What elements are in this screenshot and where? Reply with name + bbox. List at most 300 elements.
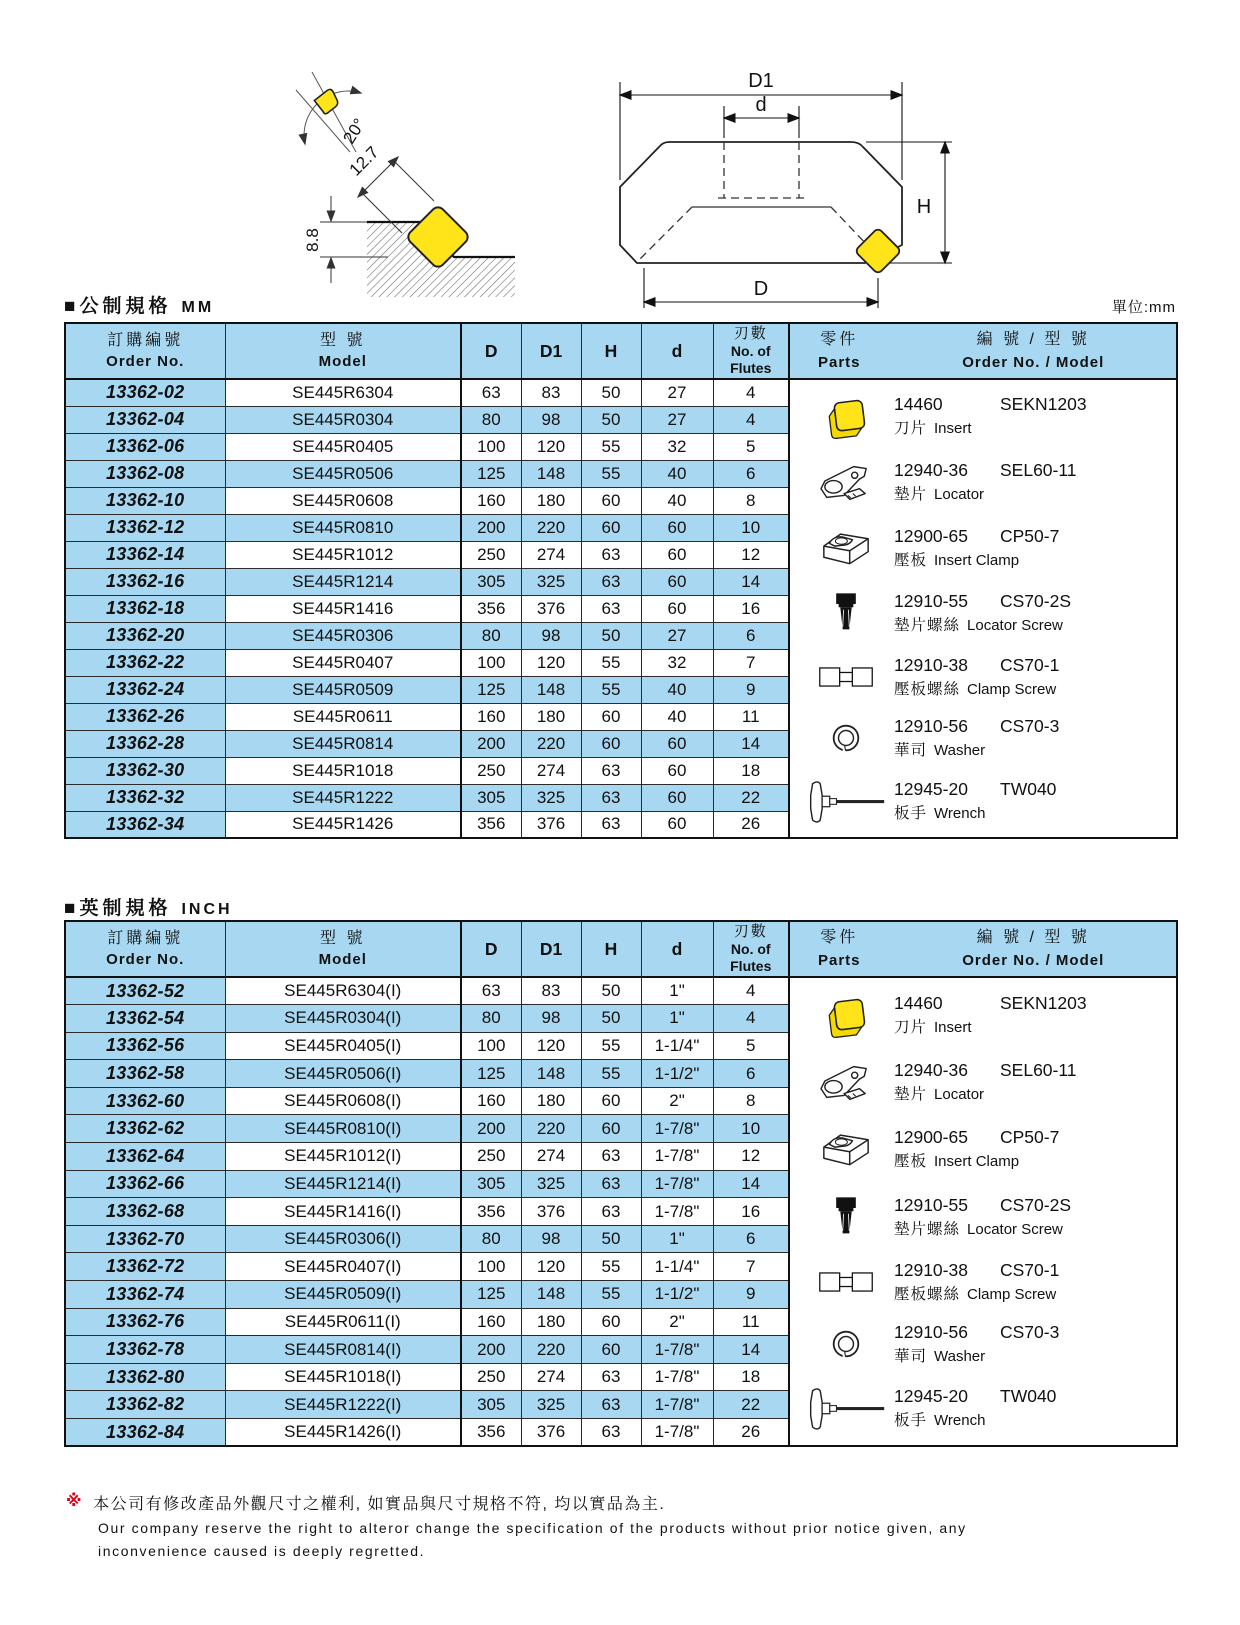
height-label: H (916, 196, 932, 218)
bore-cell: 1-1/2" (641, 1060, 713, 1088)
flutes-cell: 10 (713, 514, 789, 541)
part-name-zh: 板手 (894, 804, 928, 822)
locator-screw-icon (798, 1192, 894, 1242)
part-item (798, 457, 1172, 507)
flutes-cell: 4 (713, 1005, 789, 1033)
part-model: SEKN1203 (1000, 993, 1087, 1014)
d-cell: 80 (461, 406, 521, 433)
bore-cell: 1" (641, 1005, 713, 1033)
order-no-cell: 13362-10 (65, 487, 225, 514)
part-model: SEL60-11 (1000, 460, 1077, 481)
insert-icon (798, 991, 894, 1039)
part-order-no: 12945-20 (894, 1386, 968, 1407)
d1-cell: 325 (521, 1391, 581, 1419)
bore-cell: 27 (641, 622, 713, 649)
footer-note (66, 1491, 1196, 1560)
bore-header: d (641, 323, 713, 379)
d1-cell: 274 (521, 1143, 581, 1171)
flutes-cell: 14 (713, 1170, 789, 1198)
part-name-en: Washer (934, 1347, 986, 1365)
model-cell: SE445R1214 (225, 568, 461, 595)
part-text (894, 1386, 1056, 1430)
bore-cell: 1-7/8" (641, 1336, 713, 1364)
d1-cell: 120 (521, 1253, 581, 1281)
part-text (894, 394, 1087, 438)
part-item (798, 524, 1172, 572)
flutes-cell: 18 (713, 1363, 789, 1391)
model-header: 型 號 Model (225, 323, 461, 379)
d-cell: 160 (461, 703, 521, 730)
bore-cell: 27 (641, 379, 713, 406)
part-order-no: 12900-65 (894, 1127, 968, 1148)
flutes-cell: 26 (713, 1419, 789, 1447)
h-cell: 60 (581, 1087, 641, 1115)
d-cell: 250 (461, 1143, 521, 1171)
d1-cell: 220 (521, 730, 581, 757)
model-cell: SE445R6304 (225, 379, 461, 406)
flutes-cell: 26 (713, 811, 789, 838)
h-cell: 60 (581, 1336, 641, 1364)
part-order-no: 12945-20 (894, 778, 968, 799)
model-cell: SE445R1426 (225, 811, 461, 838)
washer-icon (798, 1323, 894, 1365)
part-name-en: Insert Clamp (934, 551, 1020, 569)
part-text (894, 779, 1056, 823)
h-cell: 60 (581, 1308, 641, 1336)
model-cell: SE445R0810(I) (225, 1115, 461, 1143)
d-header: D (461, 323, 521, 379)
d-cell: 356 (461, 1198, 521, 1226)
flutes-cell: 16 (713, 1198, 789, 1226)
header-row (65, 323, 1177, 379)
h-cell: 55 (581, 676, 641, 703)
bore-cell: 40 (641, 703, 713, 730)
h-cell: 63 (581, 1143, 641, 1171)
d1-cell: 148 (521, 676, 581, 703)
part-item (798, 588, 1172, 638)
order-no-cell: 13362-56 (65, 1032, 225, 1060)
part-model: TW040 (1000, 1386, 1057, 1407)
d-cell: 305 (461, 784, 521, 811)
unit-label: 單位:mm (1111, 299, 1176, 316)
d-cell: 125 (461, 460, 521, 487)
part-model: CS70-1 (1000, 655, 1060, 676)
part-name-zh: 刀片 (894, 420, 928, 438)
flutes-cell: 8 (713, 487, 789, 514)
flutes-cell: 6 (713, 622, 789, 649)
model-cell: SE445R1416 (225, 595, 461, 622)
d1-cell: 274 (521, 757, 581, 784)
flutes-cell: 4 (713, 379, 789, 406)
h-cell: 60 (581, 487, 641, 514)
order-no-cell: 13362-34 (65, 811, 225, 838)
model-cell: SE445R1426(I) (225, 1419, 461, 1447)
d-cell: 250 (461, 1363, 521, 1391)
d1-cell: 98 (521, 406, 581, 433)
order-no-cell: 13362-28 (65, 730, 225, 757)
flutes-cell: 12 (713, 541, 789, 568)
d1-cell: 180 (521, 1308, 581, 1336)
order-no-cell: 13362-30 (65, 757, 225, 784)
bore-cell: 1-7/8" (641, 1391, 713, 1419)
wrench-icon (798, 777, 894, 825)
part-text (894, 655, 1059, 699)
d-cell: 250 (461, 757, 521, 784)
d-header: D (461, 921, 521, 977)
h-cell: 63 (581, 541, 641, 568)
flutes-cell: 18 (713, 757, 789, 784)
h-cell: 55 (581, 1281, 641, 1309)
part-order-no: 12940-36 (894, 460, 968, 481)
part-name-zh: 墊片螺絲 (894, 617, 961, 635)
d-cell: 125 (461, 1281, 521, 1309)
insert-geometry-diagram (258, 52, 588, 312)
model-cell: SE445R0509(I) (225, 1281, 461, 1309)
part-model: CS70-3 (1000, 1321, 1060, 1342)
locator-screw-icon (798, 588, 894, 638)
part-model: CS70-2S (1000, 1194, 1072, 1215)
d-cell: 100 (461, 1253, 521, 1281)
order-no-cell: 13362-68 (65, 1198, 225, 1226)
part-text (894, 716, 1059, 760)
insert-icon (798, 392, 894, 440)
flutes-cell: 9 (713, 1281, 789, 1309)
model-cell: SE445R0611(I) (225, 1308, 461, 1336)
model-cell: SE445R0506 (225, 460, 461, 487)
d1-cell: 325 (521, 1170, 581, 1198)
order-no-cell: 13362-54 (65, 1005, 225, 1033)
part-item (798, 777, 1172, 825)
d1-cell: 83 (521, 379, 581, 406)
d1-cell: 220 (521, 1336, 581, 1364)
part-text (894, 1060, 1077, 1104)
h-cell: 63 (581, 1391, 641, 1419)
part-model: SEKN1203 (1000, 394, 1087, 415)
part-name-en: Wrench (934, 804, 986, 822)
bore-cell: 1-1/4" (641, 1253, 713, 1281)
d-cell: 356 (461, 595, 521, 622)
order-no-cell: 13362-22 (65, 649, 225, 676)
model-cell: SE445R0405(I) (225, 1032, 461, 1060)
flutes-cell: 4 (713, 406, 789, 433)
part-item (798, 1384, 1172, 1432)
d-cell: 80 (461, 622, 521, 649)
bore-cell: 60 (641, 757, 713, 784)
model-cell: SE445R0306(I) (225, 1225, 461, 1253)
bore-cell: 40 (641, 676, 713, 703)
table-row (65, 379, 1177, 406)
order-no-header: 訂購編號 Order No. (65, 921, 225, 977)
part-name-en: Insert (934, 420, 972, 438)
part-name-zh: 壓板螺絲 (894, 1285, 961, 1303)
d-cell: 160 (461, 1308, 521, 1336)
table-row (65, 977, 1177, 1005)
bore-cell: 1-1/4" (641, 1032, 713, 1060)
flutes-cell: 14 (713, 568, 789, 595)
h-cell: 50 (581, 406, 641, 433)
part-item (798, 1192, 1172, 1242)
model-cell: SE445R1018(I) (225, 1363, 461, 1391)
order-no-cell: 13362-32 (65, 784, 225, 811)
part-name-en: Clamp Screw (967, 1285, 1057, 1303)
d-cell: 100 (461, 433, 521, 460)
bore-cell: 60 (641, 811, 713, 838)
model-cell: SE445R0814(I) (225, 1336, 461, 1364)
order-no-header: 訂購編號 Order No. (65, 323, 225, 379)
order-no-cell: 13362-20 (65, 622, 225, 649)
order-no-cell: 13362-76 (65, 1308, 225, 1336)
order-no-cell: 13362-70 (65, 1225, 225, 1253)
d-cell: 80 (461, 1225, 521, 1253)
part-model: TW040 (1000, 778, 1057, 799)
part-name-zh: 板手 (894, 1412, 928, 1430)
model-cell: SE445R0810 (225, 514, 461, 541)
d1-cell: 274 (521, 1363, 581, 1391)
h-cell: 63 (581, 784, 641, 811)
model-cell: SE445R0407 (225, 649, 461, 676)
part-name-en: Locator (934, 486, 985, 504)
bore-cell: 60 (641, 568, 713, 595)
bore-cell: 1-1/2" (641, 1281, 713, 1309)
part-name-zh: 華司 (894, 1347, 928, 1365)
bore-cell: 60 (641, 541, 713, 568)
order-no-cell: 13362-02 (65, 379, 225, 406)
part-order-no: 12910-55 (894, 591, 968, 612)
part-name-en: Washer (934, 741, 986, 759)
flutes-cell: 10 (713, 1115, 789, 1143)
model-cell: SE445R1214(I) (225, 1170, 461, 1198)
d1-cell: 376 (521, 1419, 581, 1447)
diameter-label: D (753, 278, 769, 300)
d1-cell: 83 (521, 977, 581, 1005)
order-no-cell: 13362-06 (65, 433, 225, 460)
part-item (798, 655, 1172, 699)
d-cell: 63 (461, 379, 521, 406)
part-name-zh: 墊片螺絲 (894, 1220, 961, 1238)
order-no-cell: 13362-12 (65, 514, 225, 541)
model-cell: SE445R1222 (225, 784, 461, 811)
parts-header: 零件 Parts 編 號 / 型 號 Order No. / Model (789, 921, 1177, 977)
bore-cell: 40 (641, 460, 713, 487)
flutes-cell: 6 (713, 1225, 789, 1253)
bore-cell: 1" (641, 1225, 713, 1253)
d1-cell: 180 (521, 1087, 581, 1115)
d-cell: 250 (461, 541, 521, 568)
section-header-inch (64, 893, 1176, 920)
parts-header: 零件 Parts 編 號 / 型 號 Order No. / Model (789, 323, 1177, 379)
h-cell: 63 (581, 1419, 641, 1447)
order-no-cell: 13362-60 (65, 1087, 225, 1115)
d-cell: 125 (461, 1060, 521, 1088)
flutes-cell: 6 (713, 1060, 789, 1088)
part-model: CS70-3 (1000, 715, 1060, 736)
part-name-zh: 墊片 (894, 1086, 928, 1104)
part-order-no: 14460 (894, 394, 943, 415)
h-cell: 55 (581, 1060, 641, 1088)
flutes-cell: 9 (713, 676, 789, 703)
section-title-en: MM (181, 299, 215, 316)
flutes-cell: 16 (713, 595, 789, 622)
order-no-cell: 13362-80 (65, 1363, 225, 1391)
bore-header: d (641, 921, 713, 977)
header-row (65, 921, 1177, 977)
d1-cell: 98 (521, 1005, 581, 1033)
bore-cell: 2" (641, 1308, 713, 1336)
bore-cell: 1-7/8" (641, 1363, 713, 1391)
order-no-cell: 13362-26 (65, 703, 225, 730)
part-name-en: Insert (934, 1019, 972, 1037)
d1-cell: 376 (521, 595, 581, 622)
flutes-cell: 11 (713, 703, 789, 730)
part-text (894, 1322, 1059, 1366)
order-no-cell: 13362-78 (65, 1336, 225, 1364)
d-cell: 305 (461, 568, 521, 595)
d1-cell: 148 (521, 460, 581, 487)
insert-clamp-icon (798, 524, 894, 572)
part-order-no: 12910-38 (894, 1259, 968, 1280)
order-no-cell: 13362-84 (65, 1419, 225, 1447)
order-no-cell: 13362-08 (65, 460, 225, 487)
order-no-cell: 13362-24 (65, 676, 225, 703)
model-cell: SE445R0608(I) (225, 1087, 461, 1115)
note-text-en-1: Our company reserve the right to alteror change the specification of the products without prior notice given, any (98, 1520, 967, 1536)
d1-cell: 376 (521, 811, 581, 838)
note-text-zh: 本公司有修改產品外觀尺寸之權利, 如實品與尺寸規格不符, 均以實品為主. (93, 1496, 666, 1513)
d1-cell: 120 (521, 433, 581, 460)
part-order-no: 12910-56 (894, 1321, 968, 1342)
h-cell: 55 (581, 1253, 641, 1281)
part-name-zh: 墊片 (894, 486, 928, 504)
bore-cell: 1-7/8" (641, 1143, 713, 1171)
d1-header: D1 (521, 323, 581, 379)
model-cell: SE445R1416(I) (225, 1198, 461, 1226)
part-name-en: Locator Screw (967, 617, 1063, 635)
h-cell: 63 (581, 1170, 641, 1198)
order-no-cell: 13362-64 (65, 1143, 225, 1171)
model-cell: SE445R0506(I) (225, 1060, 461, 1088)
d1-cell: 376 (521, 1198, 581, 1226)
model-header: 型 號 Model (225, 921, 461, 977)
h-cell: 50 (581, 977, 641, 1005)
order-no-cell: 13362-52 (65, 977, 225, 1005)
bore-cell: 1-7/8" (641, 1115, 713, 1143)
h-cell: 60 (581, 703, 641, 730)
edge-label: 12.7 (345, 142, 383, 180)
d-cell: 305 (461, 1170, 521, 1198)
d1-cell: 325 (521, 784, 581, 811)
model-cell: SE445R0306 (225, 622, 461, 649)
model-cell: SE445R0304 (225, 406, 461, 433)
model-cell: SE445R1012(I) (225, 1143, 461, 1171)
part-order-no: 12910-38 (894, 655, 968, 676)
part-name-zh: 壓板 (894, 1153, 928, 1171)
h-cell: 63 (581, 568, 641, 595)
h-cell: 55 (581, 649, 641, 676)
flutes-cell: 6 (713, 460, 789, 487)
locator-icon (798, 1057, 894, 1107)
bore-label: d (755, 94, 767, 116)
part-item (798, 392, 1172, 440)
model-cell: SE445R1222(I) (225, 1391, 461, 1419)
d-cell: 200 (461, 1336, 521, 1364)
d-cell: 160 (461, 487, 521, 514)
bore-cell: 60 (641, 595, 713, 622)
part-text (894, 993, 1087, 1037)
flutes-cell: 8 (713, 1087, 789, 1115)
h-cell: 50 (581, 622, 641, 649)
section-header-mm (64, 291, 1176, 318)
part-item (798, 1322, 1172, 1366)
part-model: CS70-2S (1000, 591, 1072, 612)
order-no-cell: 13362-66 (65, 1170, 225, 1198)
cutter-dimension-diagram (572, 50, 1012, 315)
part-name-en: Locator (934, 1086, 985, 1104)
flutes-cell: 14 (713, 730, 789, 757)
d-cell: 200 (461, 514, 521, 541)
part-text (894, 1195, 1071, 1239)
bore-cell: 1-7/8" (641, 1419, 713, 1447)
clamp-screw-icon (798, 658, 894, 696)
d-cell: 100 (461, 649, 521, 676)
model-cell: SE445R0509 (225, 676, 461, 703)
part-text (894, 526, 1059, 570)
d1-cell: 148 (521, 1060, 581, 1088)
bore-cell: 2" (641, 1087, 713, 1115)
d-cell: 80 (461, 1005, 521, 1033)
order-no-cell: 13362-14 (65, 541, 225, 568)
d1-cell: 98 (521, 622, 581, 649)
flutes-cell: 5 (713, 433, 789, 460)
h-cell: 55 (581, 460, 641, 487)
flutes-cell: 4 (713, 977, 789, 1005)
model-cell: SE445R0608 (225, 487, 461, 514)
depth-label: 8.8 (303, 228, 322, 252)
model-cell: SE445R0405 (225, 433, 461, 460)
parts-panel (789, 379, 1177, 838)
d1-cell: 180 (521, 703, 581, 730)
part-item (798, 991, 1172, 1039)
h-cell: 50 (581, 1005, 641, 1033)
section-title-zh: ■公制規格 (64, 296, 172, 317)
wrench-icon (798, 1384, 894, 1432)
order-no-cell: 13362-58 (65, 1060, 225, 1088)
part-name-zh: 刀片 (894, 1019, 928, 1037)
insert-clamp-icon (798, 1125, 894, 1173)
flutes-cell: 22 (713, 1391, 789, 1419)
bore-cell: 32 (641, 649, 713, 676)
bore-cell: 1-7/8" (641, 1170, 713, 1198)
flutes-cell: 14 (713, 1336, 789, 1364)
part-name-zh: 壓板 (894, 551, 928, 569)
h-cell: 55 (581, 433, 641, 460)
h-cell: 63 (581, 595, 641, 622)
d-cell: 356 (461, 811, 521, 838)
part-order-no: 12940-36 (894, 1060, 968, 1081)
d1-cell: 120 (521, 1032, 581, 1060)
d-cell: 200 (461, 1115, 521, 1143)
part-item (798, 1125, 1172, 1173)
bore-cell: 1-7/8" (641, 1198, 713, 1226)
part-item (798, 716, 1172, 760)
flutes-cell: 12 (713, 1143, 789, 1171)
part-name-en: Locator Screw (967, 1220, 1063, 1238)
bore-cell: 32 (641, 433, 713, 460)
note-text-en-2: inconvenience caused is deeply regretted. (98, 1543, 426, 1560)
d1-cell: 120 (521, 649, 581, 676)
part-model: CS70-1 (1000, 1259, 1060, 1280)
part-item (798, 1057, 1172, 1107)
part-order-no: 12900-65 (894, 525, 968, 546)
